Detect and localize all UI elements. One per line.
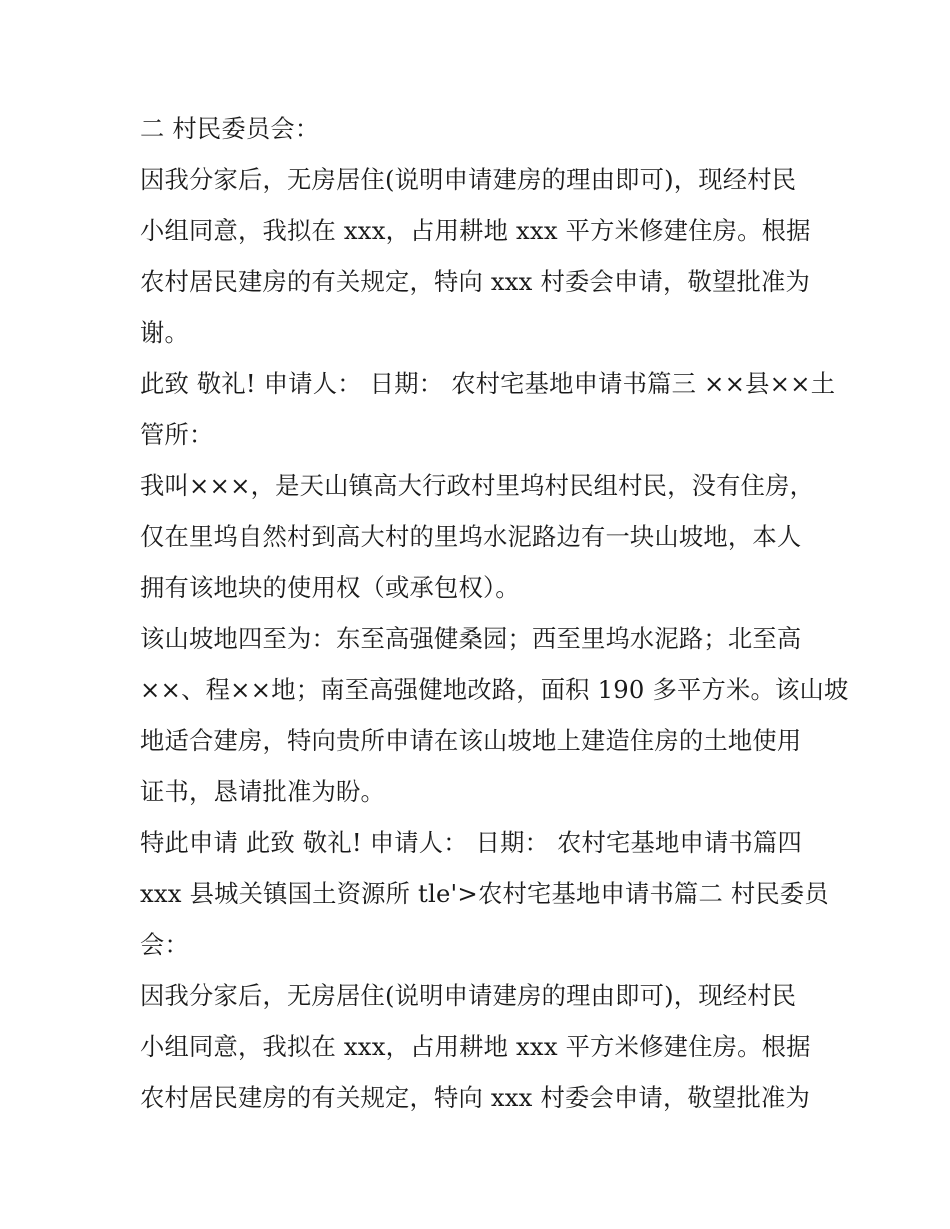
text-line: 谢。	[140, 318, 189, 347]
paragraph-applicant-intro	[140, 460, 815, 613]
paragraph-addressee	[140, 103, 812, 154]
text-line: 农村居民建房的有关规定，特向 xxx 村委会申请，敬望批准为	[140, 267, 810, 296]
text-line: xxx 县城关镇国土资源所 tle'>农村宅基地申请书篇二 村民委员	[140, 879, 829, 908]
text-line: 农村居民建房的有关规定，特向 xxx 村委会申请，敬望批准为	[140, 1083, 810, 1112]
text-line: 会：	[140, 930, 189, 959]
paragraph-closing-and-heading-four	[140, 817, 829, 970]
paragraph-land-boundaries	[140, 613, 849, 817]
text-line: 此致 敬礼! 申请人： 日期： 农村宅基地申请书篇三 ××县××土	[140, 369, 836, 398]
text-line: 管所：	[140, 420, 214, 449]
text-line: 地适合建房，特向贵所申请在该山坡地上建造住房的土地使用	[140, 726, 802, 755]
text-line: 拥有该地块的使用权（或承包权）。	[140, 573, 520, 602]
paragraph-request-repeat	[140, 970, 812, 1123]
text-line: 证书，恳请批准为盼。	[140, 777, 385, 806]
text-line: 特此申请 此致 敬礼! 申请人： 日期： 农村宅基地申请书篇四	[140, 828, 802, 857]
text-line: 因我分家后，无房居住(说明申请建房的理由即可)，现经村民	[140, 165, 797, 194]
paragraph-closing-and-next-heading	[140, 358, 836, 460]
text-line: ××、程××地；南至高强健地改路，面积 190 多平方米。该山坡	[140, 675, 849, 704]
text-line: 该山坡地四至为：东至高强健桑园；西至里坞水泥路；北至高	[140, 624, 802, 653]
text-line: 小组同意，我拟在 xxx，占用耕地 xxx 平方米修建住房。根据	[140, 216, 811, 245]
paragraph-request	[140, 154, 812, 358]
text-line: 因我分家后，无房居住(说明申请建房的理由即可)，现经村民	[140, 981, 797, 1010]
text-line: 我叫×××，是天山镇高大行政村里坞村民组村民，没有住房，	[140, 471, 815, 500]
text-line: 二 村民委员会：	[140, 114, 320, 143]
text-line: 仅在里坞自然村到高大村的里坞水泥路边有一块山坡地，本人	[140, 522, 802, 551]
text-line: 小组同意，我拟在 xxx，占用耕地 xxx 平方米修建住房。根据	[140, 1032, 811, 1061]
document-body	[140, 103, 849, 1123]
